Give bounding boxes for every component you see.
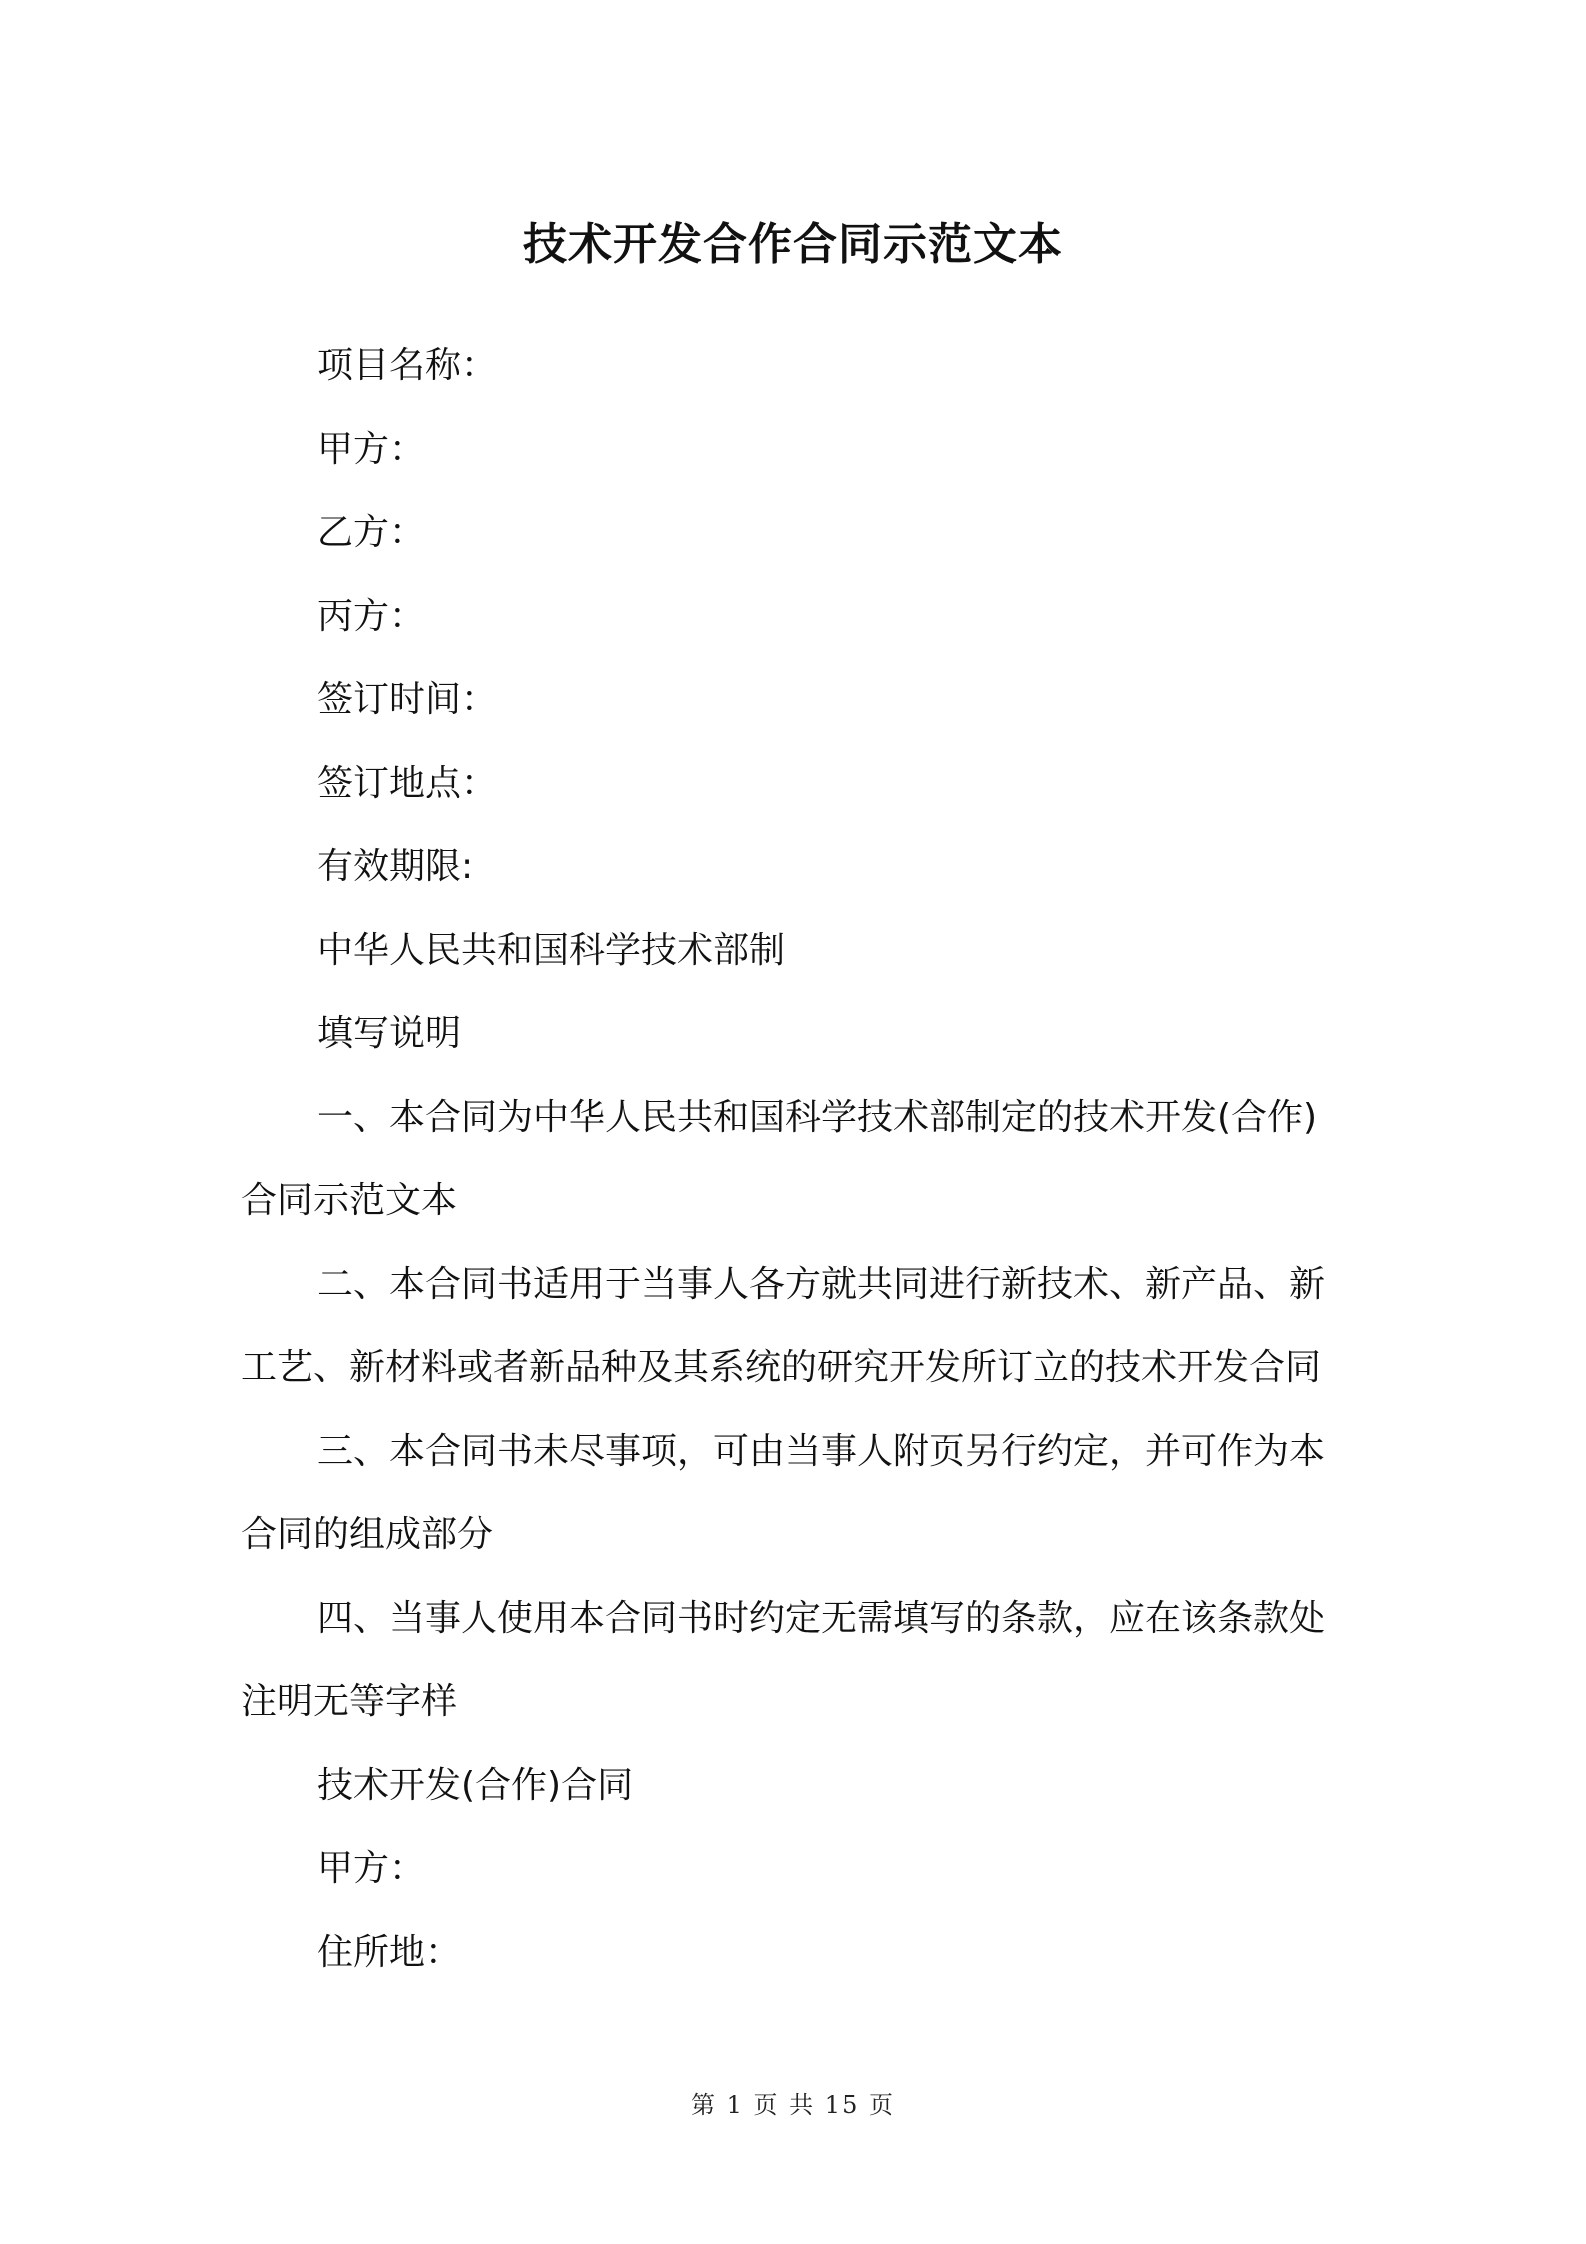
field-party-b: 乙方： xyxy=(317,512,426,553)
field-signing-place: 签订地点： xyxy=(317,762,498,804)
contract-heading: 技术开发(合作)合同 xyxy=(317,1764,634,1806)
field-party-a: 甲方： xyxy=(317,428,426,470)
field-project-name: 项目名称： xyxy=(317,345,498,386)
document-body xyxy=(241,324,1351,1994)
instruction-item-4: 四、当事人使用本合同书时约定无需填写的条款，应在该条款处注明无等字样 xyxy=(241,1597,1326,1722)
document-title: 技术开发合作合同示范文本 xyxy=(523,219,1063,270)
field-address: 住所地： xyxy=(317,1931,462,1973)
instruction-item-1: 一、本合同为中华人民共和国科学技术部制定的技术开发(合作)合同示范文本 xyxy=(241,1096,1318,1221)
instructions-heading: 填写说明 xyxy=(317,1013,462,1054)
instruction-item-2: 二、本合同书适用于当事人各方就共同进行新技术、新产品、新工艺、新材料或者新品种及其系统的研究开发所订立的技术开发合同 xyxy=(241,1263,1326,1388)
instruction-item-3: 三、本合同书未尽事项，可由当事人附页另行约定，并可作为本合同的组成部分 xyxy=(241,1430,1326,1555)
field-party-a-2: 甲方： xyxy=(317,1848,426,1889)
field-validity-period: 有效期限: xyxy=(317,846,474,887)
issuer-line: 中华人民共和国科学技术部制 xyxy=(317,929,786,971)
field-signing-time: 签订时间： xyxy=(317,679,498,720)
page-number-footer: 第 1 页 共 15 页 xyxy=(691,2091,895,2119)
field-party-c: 丙方： xyxy=(317,595,426,637)
